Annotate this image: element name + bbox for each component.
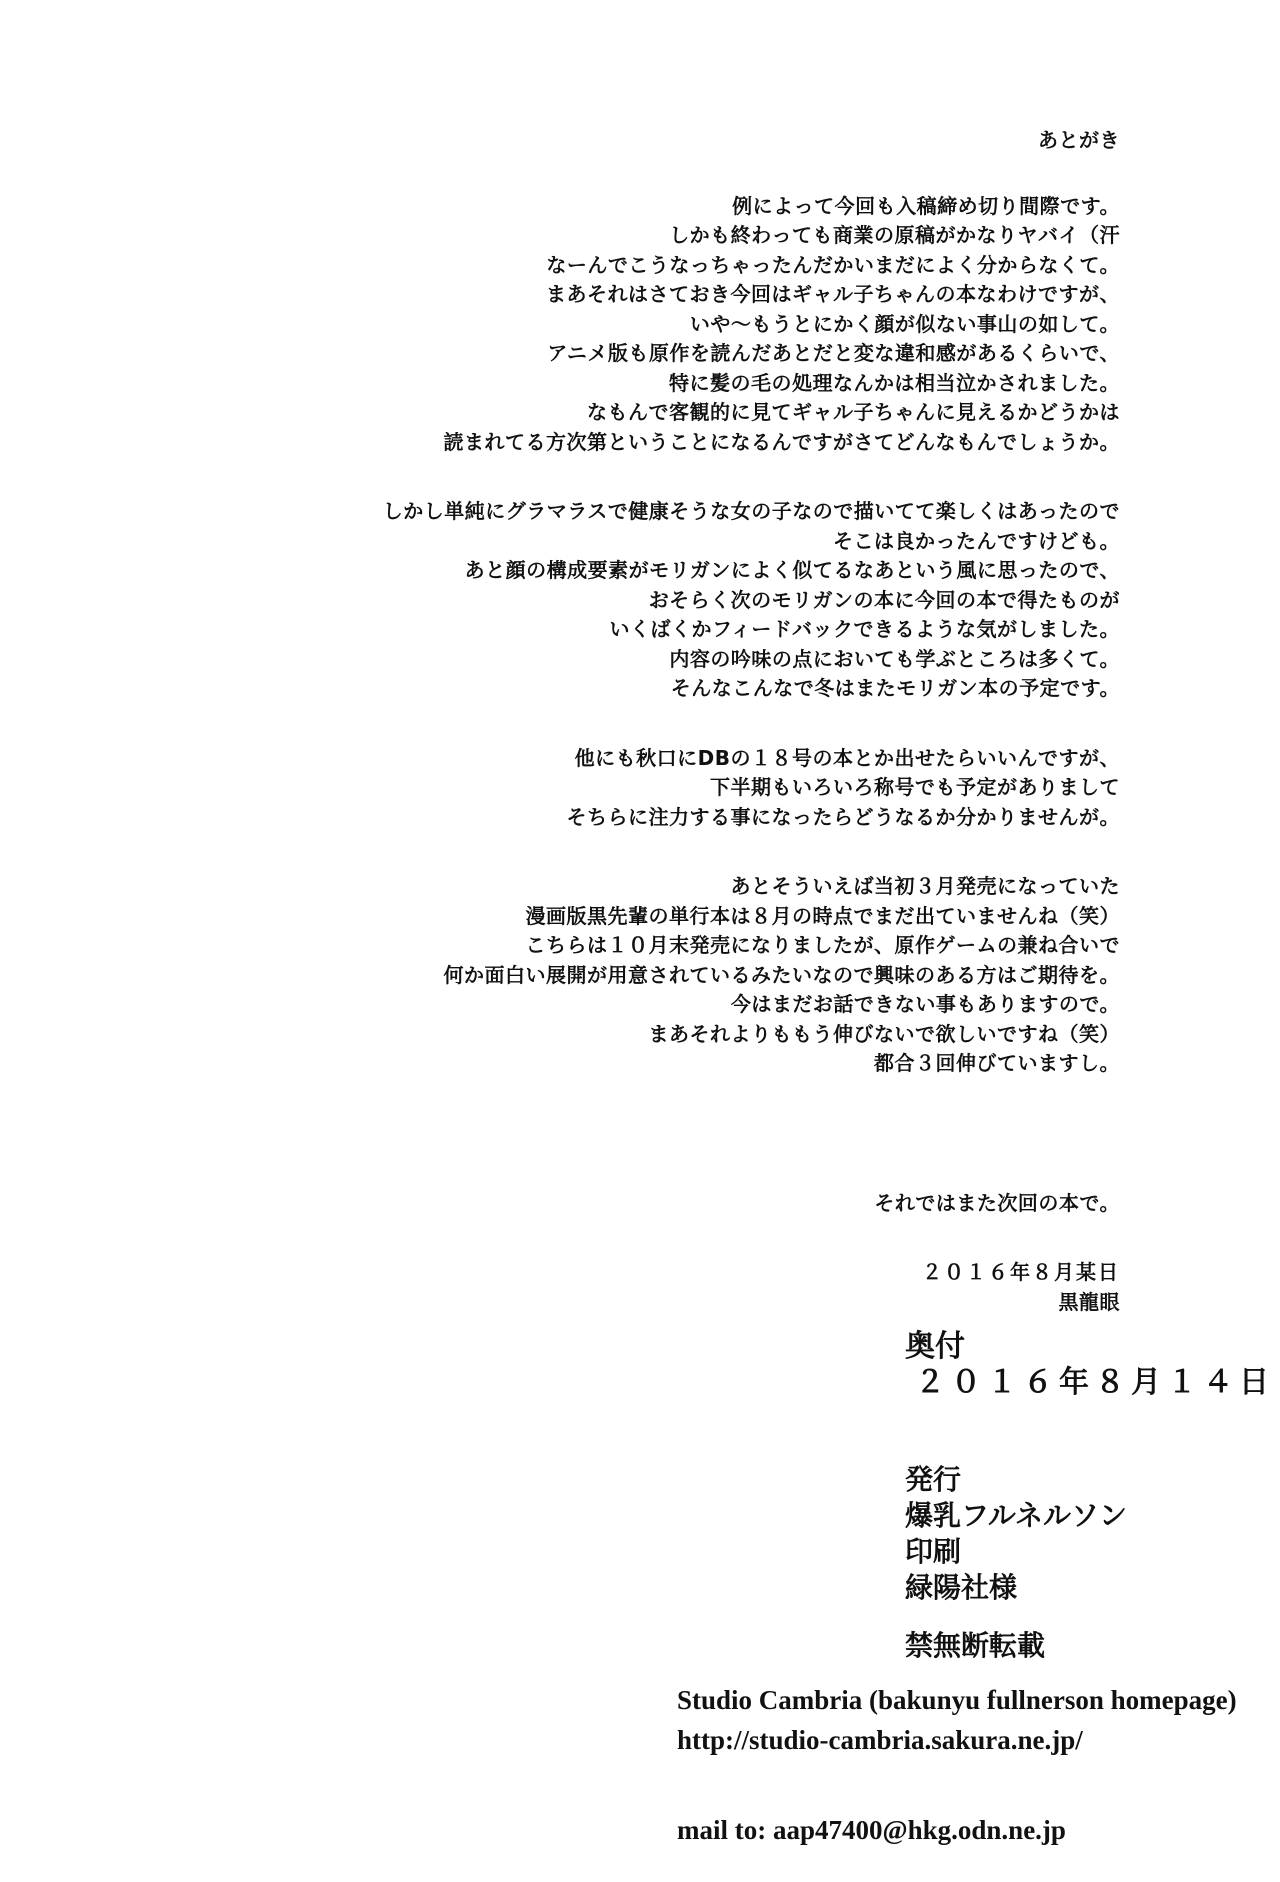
publisher-name: 爆乳フルネルソン [905, 1499, 1128, 1532]
afterword-author: 黒龍眼 [1058, 1289, 1120, 1314]
printer-label: 印刷 [905, 1535, 962, 1568]
colophon-title: 奥付 [905, 1329, 965, 1364]
text-line: しかし単純にグラマラスで健康そうな女の子なので描いてて楽しくはあったので [382, 499, 1120, 523]
studio-name: Studio Cambria (bakunyu fullnerson homepage) [677, 1685, 1237, 1715]
text-line: まあそれはさておき今回はギャル子ちゃんの本なわけですが、 [546, 282, 1120, 306]
afterword-closing: それではまた次回の本で。 [874, 1190, 1120, 1215]
text-line: 内容の吟味の点においても学ぶところは多くて。 [669, 646, 1120, 671]
text-line: そんなこんなで冬はまたモリガン本の予定です。 [670, 676, 1120, 700]
afterword-section [383, 126, 1120, 1317]
colophon [905, 1330, 1275, 1664]
text-line: あと顔の構成要素がモリガンによく似てるなあという風に思ったので、 [464, 558, 1120, 582]
afterword-paragraph-3 [383, 744, 1120, 833]
text-line: しかも終わっても商業の原稿がかなりヤバイ（汗 [669, 223, 1120, 247]
text-line: あとそういえば当初３月発売になっていた [730, 874, 1120, 898]
text-line: なーんでこうなっちゃったんだかいまだによく分からなくて。 [546, 252, 1120, 277]
text-line: そちらに注力する事になったらどうなるか分かりませんが。 [566, 804, 1120, 829]
text-line: 漫画版黒先輩の単行本は８月の時点でまだ出ていませんね（笑） [525, 903, 1120, 928]
text-line: いくばくかフィードバックできるような気がしました。 [609, 617, 1120, 641]
text-line: 特に髪の毛の処理なんかは相当泣かされました。 [669, 370, 1120, 395]
studio-mail: mail to: aap47400@hkg.odn.ne.jp [677, 1815, 1066, 1845]
studio-info [677, 1680, 1237, 1850]
text-line: 都合３回伸びていますし。 [874, 1051, 1120, 1075]
text-line: 今はまだお話できない事もありますので。 [730, 992, 1120, 1016]
text-line: 下半期もいろいろ称号でも予定がありまして [710, 775, 1120, 799]
text-line: そこは良かったんですけども。 [833, 528, 1120, 553]
text-line: 例によって今回も入稿締め切り間際です。 [732, 193, 1120, 218]
afterword-date: ２０１６年８月某日 [922, 1260, 1120, 1284]
text-line: 何か面白い展開が用意されているみたいなので興味のある方はご期待を。 [443, 962, 1120, 987]
text-line: まあそれよりももう伸びないで欲しいですね（笑） [648, 1021, 1120, 1046]
afterword-paragraph-2 [383, 497, 1120, 704]
colophon-date: ２０１６年８月１４日 [915, 1365, 1275, 1400]
afterword-paragraph-4 [383, 872, 1120, 1079]
text-line: なもんで客観的に見てギャル子ちゃんに見えるかどうかは [587, 400, 1120, 424]
text-line: おそらく次のモリガンの本に今回の本で得たものが [648, 587, 1120, 612]
text-line: 読まれてる方次第ということになるんですがさてどんなもんでしょうか。 [443, 429, 1120, 454]
text-line: 他にも秋口にDBの１８号の本とか出せたらいいんですが、 [574, 745, 1120, 770]
text-line: こちらは１０月末発売になりましたが、原作ゲームの兼ね合いで [525, 933, 1120, 957]
publisher-label: 発行 [905, 1463, 962, 1496]
text-line: アニメ版も原作を読んだあとだと変な違和感があるくらいで、 [547, 341, 1120, 365]
afterword-paragraph-1 [383, 192, 1120, 458]
printer-name: 緑陽社様 [905, 1571, 1018, 1604]
afterword-heading: あとがき [1038, 128, 1120, 152]
studio-url: http://studio-cambria.sakura.ne.jp/ [677, 1725, 1083, 1755]
text-line: いや～もうとにかく顔が似ない事山の如して。 [689, 311, 1120, 336]
reprint-notice: 禁無断転載 [905, 1629, 1046, 1662]
